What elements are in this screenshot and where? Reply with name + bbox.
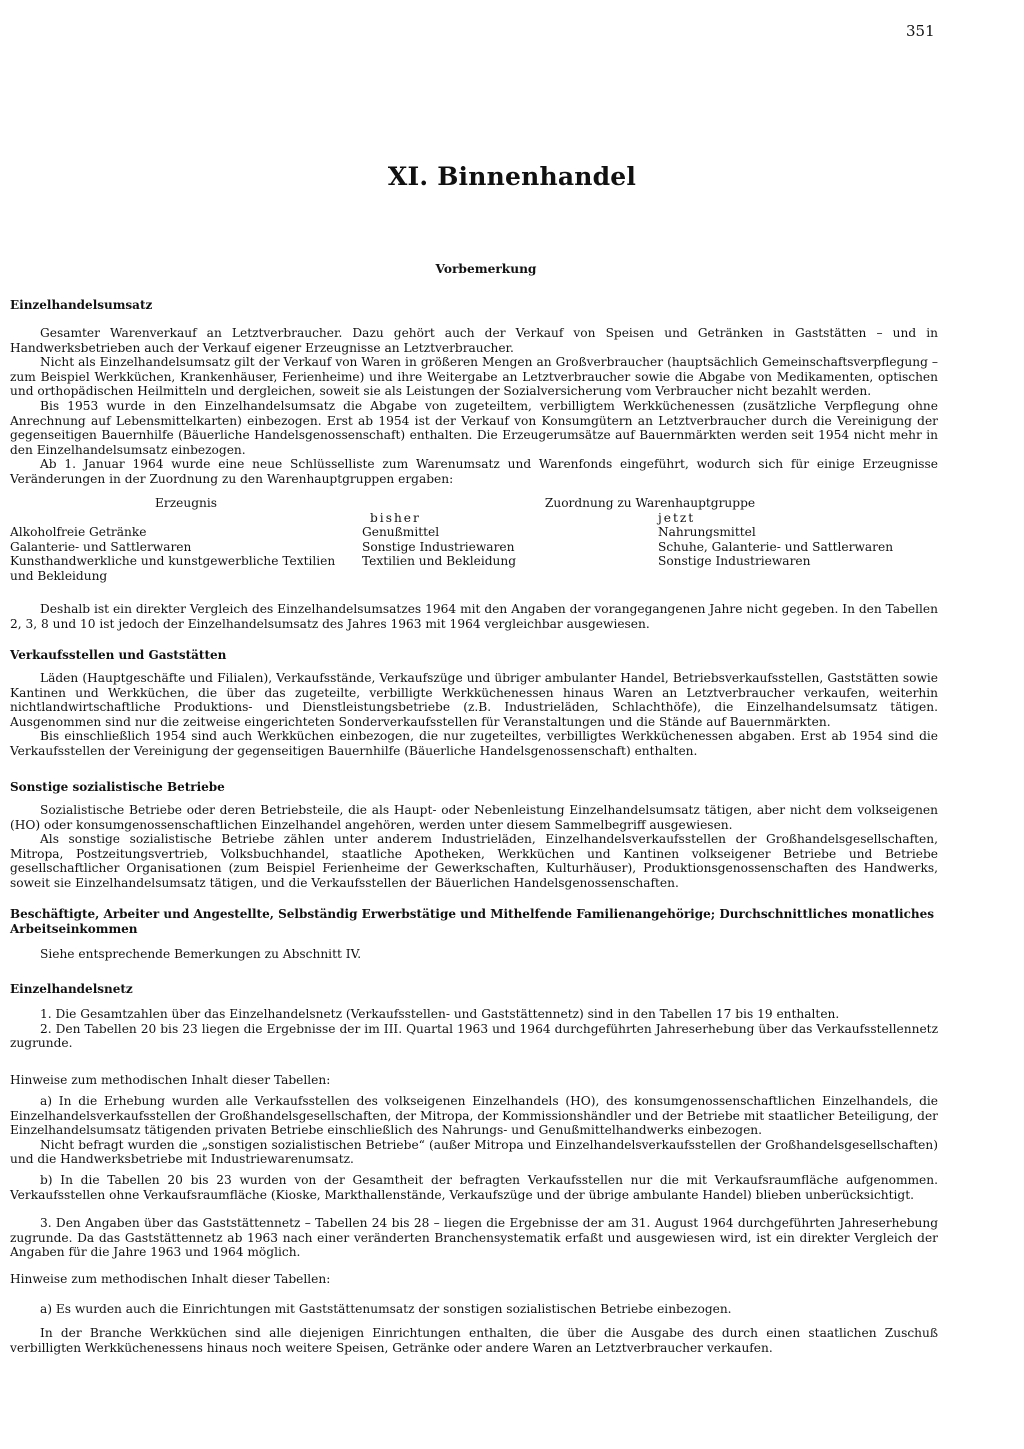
section-einzelhandelsumsatz (10, 298, 938, 313)
paragraph: Nicht befragt wurden die „sonstigen sozialistischen Betriebe“ (außer Mitropa und Einzelhandelsverkaufsstellen der Großhandelsgesellschaften) und die Handwerksbetriebe mit Industriewarenumsatz. (10, 1137, 938, 1167)
paragraph: a) In die Erhebung wurden alle Verkaufsstellen des volkseigenen Einzelhandels (HO), des konsumgenossenschaftlichen Einzelhandels, die Einzelhandelsverkaufsstellen der Großhandelsgesellschaften, der Mitropa, der Kommissionshändler und der Betriebe mit staatlicher Beteiligung, der Einzelhandelsumsatz tätigenden privaten Betriebe einschließlich des Nahrungs- und Genußmittelhandwerks einbezogen. (10, 1094, 938, 1138)
paragraph: b) In die Tabellen 20 bis 23 wurden von der Gesamtheit der befragten Verkaufsstellen nur die mit Verkaufsraumfläche aufgenommen. Verkaufsstellen ohne Verkaufsraumfläche (Kioske, Markthallenstände, Verkaufszüge und der übrige ambulante Handel) blieben unberücksichtigt. (10, 1173, 938, 1202)
paragraph: 3. Den Angaben über das Gaststättennetz – Tabellen 24 bis 28 – liegen die Ergebnisse der am 31. August 1964 durchgeführten Jahreserhebung zugrunde. Da das Gaststättennetz ab 1963 nach einer veränderten Branchensystematik erfaßt und ausgewiesen wird, ist ein direkter Vergleich der Angaben für die Jahre 1963 und 1964 möglich. (10, 1216, 938, 1260)
page-number: 351 (906, 22, 935, 40)
paragraph: 2. Den Tabellen 20 bis 23 liegen die Ergebnisse der im III. Quartal 1963 und 1964 durchgeführten Jahreserhebung über das Verkaufsstellennetz zugrunde. (10, 1021, 938, 1051)
paragraph: Siehe entsprechende Bemerkungen zu Abschnitt IV. (40, 947, 362, 961)
paragraph-block (10, 1272, 938, 1287)
table-cell: Sonstige Industriewaren (658, 554, 811, 569)
paragraph: Läden (Hauptgeschäfte und Filialen), Verkaufsstände, Verkaufszüge und übriger ambulanter Handel, Betriebsverkaufsstellen, Gaststätten sowie Kantinen und Werkküchen, die über das zugeteilte, verbilligte Werkküchenessen hinaus Waren an Letztverbraucher verkaufen, weiterhin nichtlandwirtschaftliche Produktions- und Dienstleistungsbetriebe (z.B. Industrieläden, Schlachthöfe), die Einzelhandelsumsatz tätigen. Ausgenommen sind nur die zeitweise eingerichteten Sonderverkaufsstellen für Veranstaltungen und die Stände auf Bauernmärkten. (10, 671, 938, 729)
mapping-table (10, 496, 938, 584)
section-heading: Einzelhandelsnetz (10, 982, 133, 996)
table-cell: Genußmittel (362, 525, 440, 540)
paragraph: Hinweise zum methodischen Inhalt dieser Tabellen: (10, 1272, 331, 1286)
table-row (10, 525, 938, 540)
section-verkaufsstellen-body (10, 671, 938, 759)
section-heading: Beschäftigte, Arbeiter und Angestellte, Selbständig Erwerbstätige und Mithelfende Familienangehörige; Durchschnittliches monatliches Arbeitseinkommen (10, 907, 934, 936)
table-cell: Sonstige Industriewaren (362, 539, 515, 554)
section-beschaeftigte (10, 907, 938, 936)
paragraph: Als sonstige sozialistische Betriebe zählen unter anderem Industrieläden, Einzelhandelsverkaufsstellen der Großhandelsgesellschaften, Mitropa, Postzeitungsvertrieb, Volksbuchhandel, staatliche Apotheken, Werkküchen und Kantinen volkseigener Betriebe und Betriebe gesellschaftlicher Organisationen (zum Beispiel Ferienheime der Gewerkschaften, Kulturhäuser), Produktionsgenossenschaften des Handwerks, soweit sie Einzelhandelsumsatz tätigen, und die Verkaufsstellen der Bäuerlichen Handelsgenossenschaften. (10, 832, 938, 890)
paragraph: Gesamter Warenverkauf an Letztverbraucher. Dazu gehört auch der Verkauf von Speisen und Getränken in Gaststätten – und in Handwerksbetrieben auch der Verkauf eigener Erzeugnisse an Letztverbraucher. (10, 326, 938, 355)
section-einzelhandelsumsatz-after-table (10, 602, 938, 631)
paragraph-block (10, 1094, 938, 1167)
chapter-title: XI. Binnenhandel (387, 162, 637, 191)
section-sonstige-body (10, 803, 938, 891)
table-cell: Galanterie- und Sattlerwaren (10, 539, 192, 554)
section-einzelhandelsumsatz-body (10, 326, 938, 487)
paragraph-block (10, 1302, 938, 1317)
table-cell: Nahrungsmittel (658, 525, 756, 540)
paragraph-block (10, 1007, 938, 1051)
paragraph: Sozialistische Betriebe oder deren Betriebsteile, die als Haupt- oder Nebenleistung Einzelhandelsumsatz tätigen, aber nicht dem volkseigenen (HO) oder konsumgenossenschaftlichen Einzelhandel angehören, werden unter diesem Sammelbegriff ausgewiesen. (10, 803, 938, 832)
section-heading: Verkaufsstellen und Gaststätten (10, 648, 227, 662)
paragraph: Hinweise zum methodischen Inhalt dieser Tabellen: (10, 1073, 331, 1087)
paragraph-block (10, 1073, 938, 1088)
section-sonstige (10, 780, 938, 795)
paragraph: a) Es wurden auch die Einrichtungen mit Gaststättenumsatz der sonstigen sozialistischen Betriebe einbezogen. (40, 1302, 732, 1316)
section-einzelhandelsnetz (10, 982, 938, 997)
paragraph: In der Branche Werkküchen sind alle diejenigen Einrichtungen enthalten, die über die Ausgabe des durch einen staatlichen Zuschuß verbilligten Werkküchenessens hinaus noch weitere Speisen, Getränke oder andere Waren an Letztverbraucher verkaufen. (10, 1326, 938, 1355)
paragraph: Bis 1953 wurde in den Einzelhandelsumsatz die Abgabe von zugeteiltem, verbilligtem Werkküchenessen (zusätzliche Verpflegung ohne Anrechnung auf Lebensmittelkarten) einbezogen. Erst ab 1954 ist der Verkauf von Konsumgütern an Letztverbraucher durch die Vereinigung der gegenseitigen Bauernhilfe (Bäuerliche Handelsgenossenschaft) enthalten. Die Erzeugerumsätze auf Bauernmärkten werden seit 1954 nicht mehr in den Einzelhandelsumsatz einbezogen. (10, 398, 938, 457)
paragraph: Ab 1. Januar 1964 wurde eine neue Schlüsselliste zum Warenumsatz und Warenfonds eingeführt, wodurch sich für einige Erzeugnisse Veränderungen in der Zuordnung zu den Warenhauptgruppen ergaben: (10, 457, 938, 486)
paragraph: Nicht als Einzelhandelsumsatz gilt der Verkauf von Waren in größeren Mengen an Großverbraucher (hauptsächlich Gemeinschaftsverpflegung – zum Beispiel Werkküchen, Krankenhäuser, Ferienheime) und ihre Weitergabe an Letztverbraucher sowie die Abgabe von Medikamenten, optischen und orthopädischen Heilmitteln und dergleichen, soweit sie als Leistungen der Sozialversicherung vom Verbraucher nicht bezahlt werden. (10, 355, 938, 399)
table-cell: Schuhe, Galanterie- und Sattlerwaren (658, 539, 894, 554)
section-heading: Einzelhandelsumsatz (10, 298, 153, 312)
paragraph: Bis einschließlich 1954 sind auch Werkküchen einbezogen, die nur zugeteiltes, verbilligtes Werkküchenessen abgaben. Erst ab 1954 sind die Verkaufsstellen der Vereinigung der gegenseitigen Bauernhilfe (Bäuerliche Handelsgenossenschaft) enthalten. (10, 729, 938, 758)
paragraph-block (10, 1216, 938, 1260)
paragraph: Deshalb ist ein direkter Vergleich des Einzelhandelsumsatzes 1964 mit den Angaben der vorangegangenen Jahre nicht gegeben. In den Tabellen 2, 3, 8 und 10 ist jedoch der Einzelhandelsumsatz des Jahres 1963 mit 1964 vergleichbar ausgewiesen. (10, 602, 938, 631)
subtitle: Vorbemerkung (435, 262, 537, 276)
table-row (10, 554, 938, 583)
column-header-zuordnung: Zuordnung zu Warenhauptgruppe (544, 496, 756, 510)
paragraph: 1. Die Gesamtzahlen über das Einzelhandelsnetz (Verkaufsstellen- und Gaststättennetz) sind in den Tabellen 17 bis 19 enthalten. (40, 1007, 840, 1021)
column-header-erzeugnis: Erzeugnis (154, 496, 217, 510)
table-row (10, 540, 938, 555)
section-beschaeftigte-body (10, 947, 938, 962)
paragraph-block (10, 1173, 938, 1202)
section-heading: Sonstige sozialistische Betriebe (10, 780, 225, 794)
column-header-bisher: bisher (370, 510, 421, 525)
column-header-jetzt: jetzt (658, 510, 696, 525)
table-cell: Alkoholfreie Getränke (10, 525, 147, 540)
table-cell: Kunsthandwerkliche und kunstgewerbliche Textilien und Bekleidung (10, 554, 336, 583)
table-cell: Textilien und Bekleidung (362, 554, 517, 569)
paragraph-block (10, 1326, 938, 1355)
section-verkaufsstellen (10, 648, 938, 663)
